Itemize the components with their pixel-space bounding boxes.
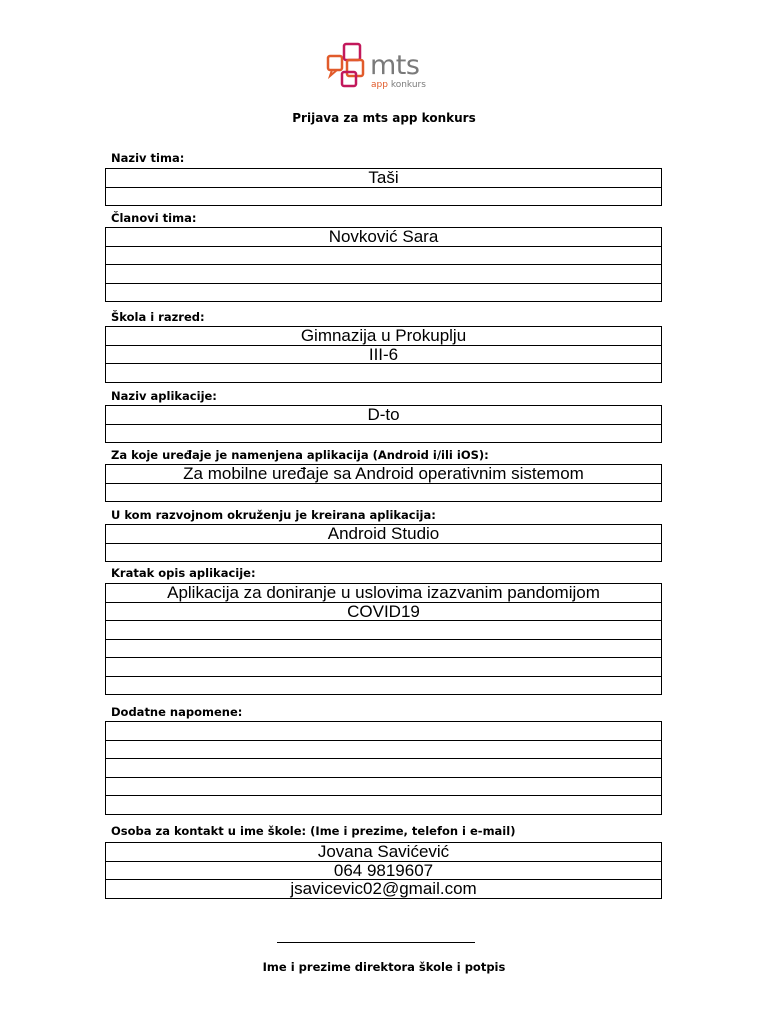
field-row[interactable]: Android Studio (106, 525, 662, 544)
field-row[interactable] (106, 364, 662, 383)
logo-tagline-text: konkurs (387, 80, 426, 90)
section-table-team-members (105, 227, 662, 302)
section-table-app-description (105, 583, 662, 695)
field-row[interactable]: Taši (106, 169, 662, 188)
logo-tagline (371, 81, 426, 90)
section-label-team-name: Naziv tima: (111, 151, 185, 165)
logo-name: mts (370, 50, 420, 81)
section-label-contact-person: Osoba za kontakt u ime škole: (Ime i prezime, telefon i e-mail) (111, 824, 516, 838)
section-table-additional-notes (105, 721, 662, 815)
section-table-dev-environment (105, 524, 662, 562)
signature-label: Ime i prezime direktora škole i potpis (262, 960, 506, 974)
field-row[interactable] (106, 424, 662, 443)
field-row[interactable]: Jovana Savićević (106, 843, 662, 862)
field-row[interactable] (106, 796, 662, 815)
section-label-app-description: Kratak opis aplikacije: (111, 566, 256, 580)
field-row[interactable] (106, 740, 662, 759)
field-row[interactable] (106, 265, 662, 284)
field-row[interactable] (106, 483, 662, 502)
section-table-app-name (105, 405, 662, 443)
field-row[interactable] (106, 676, 662, 695)
field-row[interactable]: jsavicevic02@gmail.com (106, 880, 662, 899)
section-table-school-class (105, 326, 662, 383)
section-table-devices (105, 464, 662, 502)
field-row[interactable]: COVID19 (106, 602, 662, 621)
field-row[interactable]: D-to (106, 406, 662, 425)
field-row[interactable] (106, 283, 662, 302)
field-row[interactable] (106, 722, 662, 741)
field-row[interactable] (106, 187, 662, 206)
field-row[interactable] (106, 759, 662, 778)
section-label-additional-notes: Dodatne napomene: (111, 705, 243, 719)
field-row[interactable]: Aplikacija za doniranje u uslovima izazvanim pandomijom (106, 584, 662, 603)
section-label-school-class: Škola i razred: (111, 310, 205, 324)
section-label-devices: Za koje uređaje je namenjena aplikacija (Android i/ili iOS): (111, 448, 489, 462)
section-label-app-name: Naziv aplikacije: (111, 389, 217, 403)
section-label-dev-environment: U kom razvojnom okruženju je kreirana aplikacija: (111, 508, 436, 522)
field-row[interactable] (106, 777, 662, 796)
field-row[interactable]: Za mobilne uređaje sa Android operativnim sistemom (106, 465, 662, 484)
section-table-team-name (105, 168, 662, 206)
section-label-team-members: Članovi tima: (111, 211, 197, 225)
logo-tagline-accent: app (371, 80, 388, 90)
field-row[interactable]: Novković Sara (106, 228, 662, 247)
field-row[interactable] (106, 658, 662, 677)
field-row[interactable]: III-6 (106, 345, 662, 364)
field-row[interactable] (106, 543, 662, 562)
field-row[interactable]: 064 9819607 (106, 861, 662, 880)
field-row[interactable] (106, 246, 662, 265)
section-table-contact-person (105, 842, 662, 899)
field-row[interactable] (106, 621, 662, 640)
field-row[interactable] (106, 639, 662, 658)
field-row[interactable]: Gimnazija u Prokuplju (106, 327, 662, 346)
signature-line (277, 942, 475, 943)
form-title: Prijava za mts app konkurs (292, 111, 476, 125)
